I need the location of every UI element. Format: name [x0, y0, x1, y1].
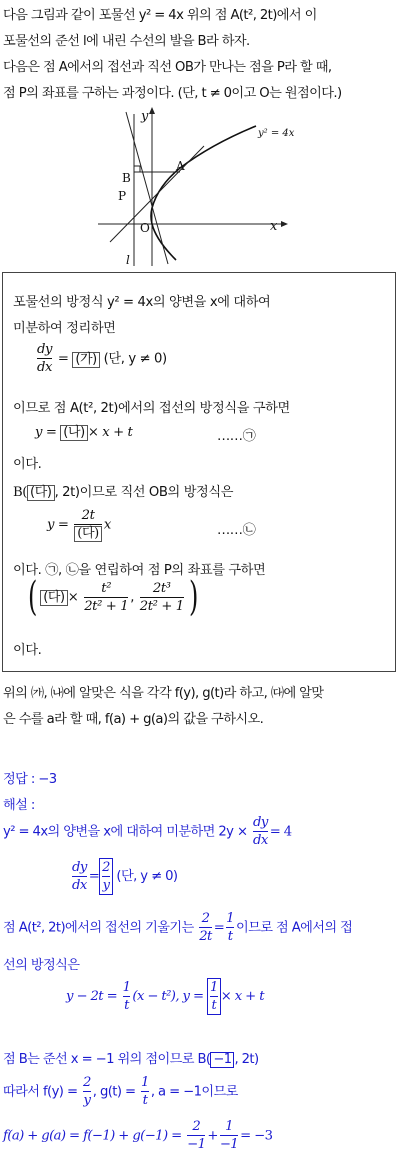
blank-da-3: (다) — [40, 590, 68, 606]
s1-den: dx — [252, 833, 268, 848]
problem-line-1: 다음 그림과 같이 포물선 y² = 4x 위의 점 A(t², 2t)에서 이 — [3, 8, 317, 23]
blank-da-2: (다) — [74, 526, 102, 542]
ob-prefix: y = — [47, 517, 69, 533]
ob-numerator: 2t — [74, 507, 102, 525]
s3-n2: 1 — [226, 911, 234, 926]
x-axis-label: x — [270, 219, 278, 234]
equation-tag-2: ……㉡ — [217, 523, 256, 538]
solution-line-5 — [66, 978, 264, 1015]
parabola-figure — [0, 104, 400, 272]
line-l-label: l — [126, 253, 130, 267]
s3-d2: t — [227, 929, 233, 944]
problem-line-2: 포물선의 준선 l에 내린 수선의 발을 B라 하자. — [3, 34, 250, 49]
s3-n1: 2 — [199, 910, 212, 928]
solution-heading: 해설 : — [3, 798, 35, 813]
point-p-label: P — [118, 189, 127, 203]
point-b-line — [13, 481, 233, 501]
s1-text: y² = 4x의 양변을 x에 대하여 미분하면 2y × — [3, 824, 248, 840]
proof-box — [2, 272, 396, 672]
s5-post: × x + t — [220, 989, 264, 1004]
s7-d1: y — [83, 1093, 91, 1108]
s8-pre: f(a) + g(a) = f(−1) + g(−1) = — [3, 1128, 182, 1144]
s2-cond: (단, y ≠ 0) — [116, 869, 178, 884]
s7-pre: 따라서 f(y) = — [3, 1084, 78, 1100]
point-b-prefix: B( — [13, 485, 28, 500]
s5-pre: y − 2t = — [66, 989, 118, 1004]
s5-box-den: t — [211, 998, 217, 1013]
proof-line-1: 포물선의 방정식 y² = 4x의 양변을 x에 대하여 — [13, 295, 271, 310]
pt-num-2: 2t³ — [140, 580, 184, 598]
dx-denominator: dx — [37, 360, 53, 375]
s8-n2: 1 — [220, 1118, 238, 1136]
point-b-label: B — [122, 171, 131, 185]
s1-num: dy — [252, 815, 268, 830]
s2-box-num: 2 — [102, 860, 110, 875]
curve-label: y² = 4x — [258, 128, 295, 139]
line-ob-equation — [47, 507, 111, 542]
s5-n: 1 — [122, 979, 131, 995]
ob-x: x — [103, 517, 111, 533]
solution-line-2 — [70, 858, 177, 895]
derivative-formula: $\frac{dy}{dx}$ = (가) (단, y ≠ 0) — [37, 342, 167, 375]
solution-line-3 — [3, 910, 352, 945]
point-p-coordinates: ( (다) × $\frac{\text{t²}}{\text{2t² + 1}}$ , $\frac{\text{2t³}}{\text{2t² + 1}}$ ) — [28, 574, 198, 620]
blank-ga: (가) — [72, 352, 100, 368]
s5-d: t — [124, 997, 129, 1013]
dy-numerator: dy — [37, 342, 53, 357]
s8-plus: + — [207, 1128, 218, 1144]
solution-line-7 — [3, 1074, 238, 1109]
s6-pre: 점 B는 준선 x = −1 위의 점이므로 B( — [3, 1052, 211, 1067]
s1-post: = 4 — [269, 824, 292, 840]
question-line-2: 은 수를 a라 할 때, f(a) + g(a)의 값을 구하시오. — [3, 712, 264, 727]
s2-den: dx — [72, 877, 87, 893]
solution-line-8 — [3, 1118, 272, 1153]
s5-box-num: 1 — [210, 980, 218, 995]
pt-den-1: 2t² + 1 — [84, 598, 129, 614]
s6-box: −1 — [210, 1052, 234, 1068]
blank-na: (나) — [60, 425, 88, 441]
derivative-condition: (단, y ≠ 0) — [103, 351, 167, 367]
point-b-suffix: , 2t)이므로 직선 OB의 방정식은 — [54, 485, 234, 500]
equation-tag-1: ……㉠ — [217, 429, 256, 444]
proof-line-3: 이므로 점 A(t², 2t)에서의 접선의 방정식을 구하면 — [13, 401, 290, 416]
s8-d2: −1 — [219, 1137, 239, 1152]
s3-text: 점 A(t², 2t)에서의 접선의 기울기는 — [3, 920, 194, 936]
question-line-1: 위의 ㈎, ㈏에 알맞은 식을 각각 f(y), g(t)라 하고, ㈐에 알맞 — [3, 686, 324, 701]
pt-multiply: × — [67, 590, 79, 605]
proof-line-6: 이다. — [13, 643, 42, 658]
proof-line-5: 이다. ㉠, ㉡을 연립하여 점 P의 좌표를 구하면 — [13, 563, 266, 578]
s6-post: , 2t) — [234, 1052, 259, 1067]
problem-line-3: 다음은 점 A에서의 접선과 직선 OB가 만나는 점을 P라 할 때, — [3, 60, 332, 75]
s7-n2: 1 — [141, 1075, 149, 1090]
pt-den-2: 2t² + 1 — [139, 598, 184, 614]
proof-line-4: 이다. — [13, 457, 42, 472]
s3-eq: = — [213, 920, 225, 936]
s8-post: = −3 — [240, 1128, 273, 1144]
s2-box-den: y — [102, 878, 110, 893]
solution-line-4: 선의 방정식은 — [3, 958, 80, 973]
tangent-equation — [35, 425, 132, 441]
s8-d1: −1 — [187, 1137, 206, 1152]
answer-line: 정답 : −3 — [3, 772, 57, 787]
blank-da-1: (다) — [27, 485, 55, 501]
tangent-suffix: × x + t — [87, 425, 133, 440]
s7-d2: t — [142, 1093, 148, 1108]
s7-mid: , g(t) = — [92, 1084, 136, 1100]
solution-line-6 — [3, 1048, 259, 1068]
problem-line-4: 점 P의 좌표를 구하는 과정이다. (단, t ≠ 0이고 O는 원점이다.) — [3, 86, 342, 101]
pt-num-1: t² — [84, 580, 128, 598]
s7-n1: 2 — [82, 1075, 91, 1090]
s3-post: 이므로 점 A에서의 접 — [235, 920, 353, 936]
s2-eq: = — [88, 869, 100, 884]
tangent-prefix: y = — [35, 425, 57, 440]
s8-n1: 2 — [187, 1118, 205, 1136]
origin-label: O — [140, 221, 150, 235]
s3-d1: 2t — [199, 929, 212, 944]
proof-line-2: 미분하여 정리하면 — [13, 321, 116, 336]
solution-line-1 — [3, 814, 292, 849]
s2-num: dy — [72, 859, 87, 875]
pt-comma: , — [130, 590, 134, 605]
y-axis-label: y — [141, 109, 149, 124]
s5-mid: (x − t²), y = — [132, 989, 204, 1004]
point-a-label: A — [176, 159, 185, 173]
s7-post: , a = −1이므로 — [150, 1084, 238, 1100]
